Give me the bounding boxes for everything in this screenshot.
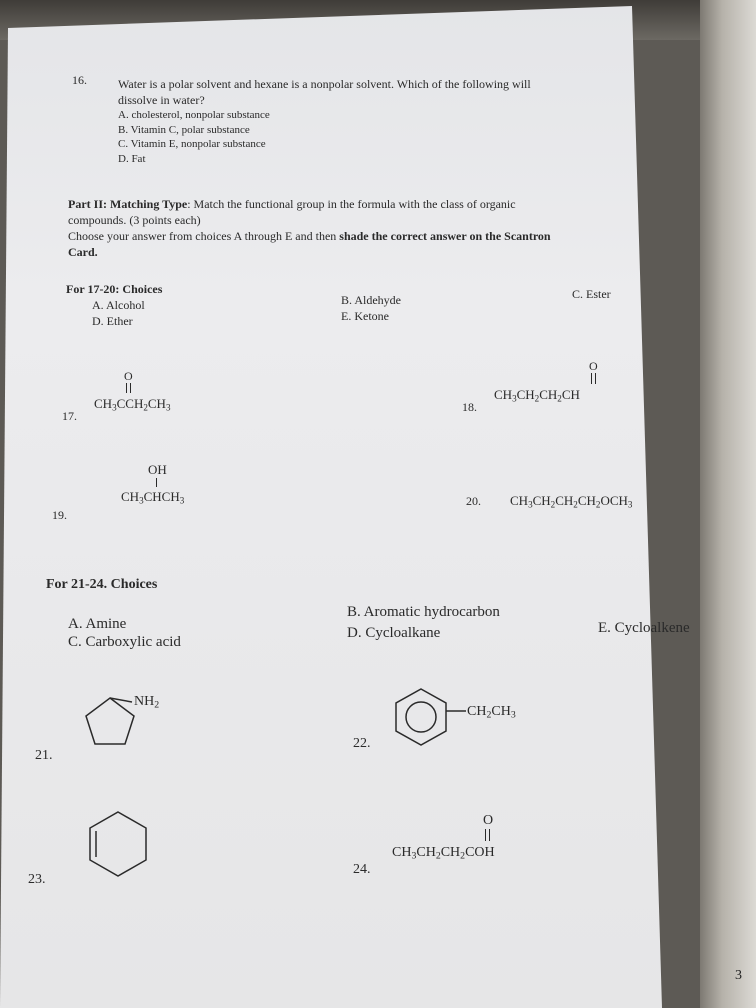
instruction-line: Choose your answer from choices A through E and then shade the correct answer on the Scantron [68,229,551,243]
answer-option: A. cholesterol, nonpolar substance [118,109,270,121]
ethyl-group: $CH_2CH_3$ [467,704,516,721]
choices-heading: For 17-20: Choices [66,282,163,296]
choice-ketone: E. Ketone [341,309,389,323]
question-number: 24. [353,862,371,877]
answer-option: C. Vitamin E, nonpolar substance [118,138,266,150]
choices-heading: For 21-24. Choices [46,577,158,592]
answer-option: B. Vitamin C, polar substance [118,124,250,136]
formula: $CH_3CH_2CH_2COH$ [392,845,495,862]
formula: $CH_3CCH_2CH_3$ [94,396,171,413]
instruction-line: Card. [68,245,98,259]
question-number: 22. [353,736,371,751]
question-number: 16. [72,73,87,87]
formula: $CH_3CH_2CH_2CH$ [494,387,580,404]
page-number: 3 [735,968,742,983]
question-line: Water is a polar solvent and hexane is a nonpolar solvent. Which of the following will [118,77,531,91]
choice-amine: A. Amine [68,616,127,632]
formula: $CH_3CHCH_3$ [121,489,185,506]
question-number: 20. [466,494,481,508]
cyclohexene-ring [80,806,160,886]
choice-cycloalkene: E. Cycloalkene [598,620,690,636]
instruction-line: Part II: Matching Type: Match the functional group in the formula with the class of organic [68,197,516,211]
choice-carboxylic-acid: C. Carboxylic acid [68,634,181,650]
double-bond [591,373,596,384]
carbonyl-oxygen: O [124,369,133,383]
question-number: 18. [462,400,477,414]
choice-ester: C. Ester [572,287,611,301]
background-right [700,0,756,1008]
choice-ether: D. Ether [92,314,133,328]
question-number: 19. [52,508,67,522]
double-bond [485,829,490,841]
formula: $CH_3CH_2CH_2CH_2OCH_3$ [510,493,633,510]
hydroxyl-group: OH [148,462,167,477]
carbonyl-oxygen: O [483,813,494,828]
choice-aromatic-hydrocarbon: B. Aromatic hydrocarbon [347,604,500,620]
question-number: 23. [28,872,46,887]
amino-group: $NH_2$ [134,694,160,711]
part-heading: Part II: Matching Type [68,197,188,211]
choice-aldehyde: B. Aldehyde [341,293,401,307]
choice-cycloalkane: D. Cycloalkane [347,625,441,641]
carbonyl-oxygen: O [589,359,598,373]
single-bond [156,478,157,487]
instruction-line: compounds. (3 points each) [68,213,201,227]
question-number: 21. [35,748,53,763]
choice-alcohol: A. Alcohol [92,298,145,312]
answer-option: D. Fat [118,153,146,165]
question-line: dissolve in water? [118,93,205,107]
benzene-ring [390,688,470,758]
question-number: 17. [62,409,77,423]
double-bond [126,383,131,393]
